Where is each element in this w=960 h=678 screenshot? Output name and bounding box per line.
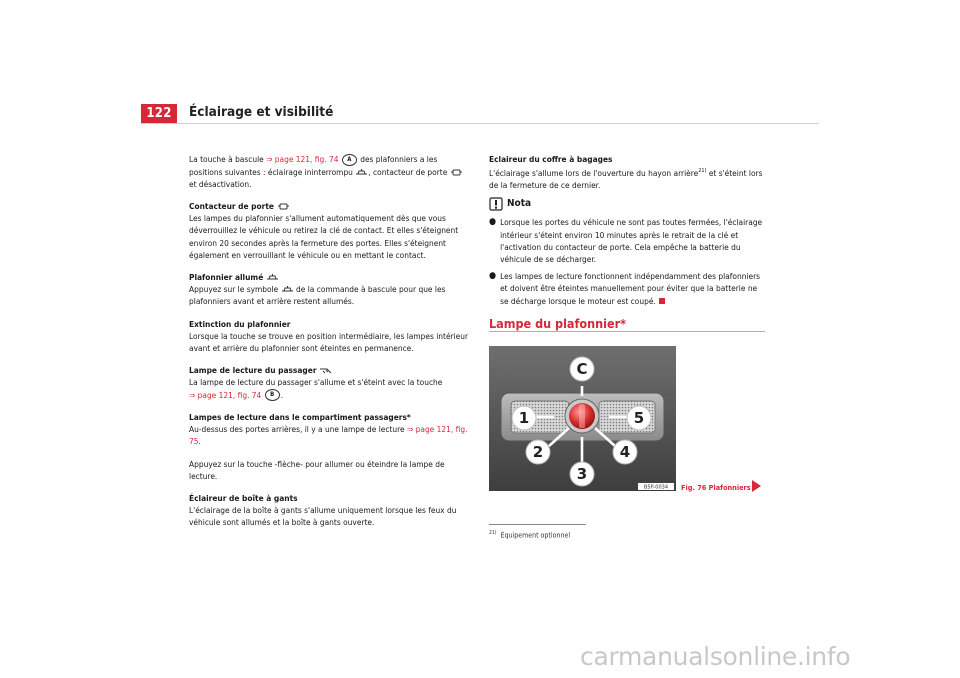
ceiling-lamp-icon: [281, 286, 294, 293]
ceiling-lamp-icon: [355, 169, 368, 176]
callout-1-label: 1: [518, 409, 530, 427]
arrow-key-paragraph: Appuyez sur la touche -flèche- pour allumer ou éteindre la lampe de lecture.: [189, 458, 445, 481]
callout-5-label: 5: [633, 409, 645, 427]
intro-page-link[interactable]: ⇒ page 121, fig. 74: [266, 154, 339, 164]
extinction-paragraph: [189, 318, 469, 355]
header-rule: [141, 123, 819, 124]
intro-text: La touche à bascule: [189, 154, 267, 164]
callout-c-label: C: [576, 360, 588, 378]
ceiling-on-heading: Plafonnier allumé: [189, 271, 469, 283]
passenger-lamps-heading: Lampes de lecture dans le compartiment passagers*: [189, 412, 411, 423]
section-rule: [489, 331, 765, 332]
note-bullet-2: ● Les lampes de lecture fonctionnent indépendamment des plafonniers et doivent être éteintes manuellement pour éviter que la batterie ne se décharge lorsque le moteur est coupé.: [489, 271, 761, 306]
extinction-heading: Extinction du plafonnier: [189, 318, 291, 329]
watermark: carmanualsonline.info: [580, 642, 851, 671]
footnote-rule: [489, 524, 586, 525]
trunk-paragraph: Eclaireur du coffre à bagages L'éclairage s'allume lors de l'ouverture du hayon arrière$^{21)}$ et s'éteint lors de la fermeture de ce dernier.: [489, 153, 767, 191]
ceiling-light-figure: [489, 346, 676, 491]
page-number: 122: [141, 104, 177, 123]
door-contact-icon: [277, 203, 290, 210]
reading-lamp-paragraph: Lampe de lecture du passager La lampe de lecture du passager s'allume et s'éteint avec la touche ⇒ page 121, fig. 74 B .: [189, 364, 469, 401]
intro-text-3: , contacteur de porte: [368, 166, 450, 177]
note-icon: [489, 197, 503, 211]
reading-lamp-heading: Lampe de lecture du passager: [189, 364, 469, 376]
reading-lamp-icon: [319, 367, 332, 374]
ceiling-on-text: Appuyez sur le symbole: [189, 284, 281, 295]
callout-b-icon: B: [265, 389, 280, 401]
door-contact-paragraph: [189, 200, 469, 261]
footnote: $^{21)}$ Équipement optionnel: [489, 530, 571, 540]
callout-4-label: 4: [619, 443, 631, 461]
extinction-text: Lorsque la touche se trouve en position intermédiaire, les lampes intérieur avant et arrière du plafonnier sont éteintes en permanence.: [189, 330, 469, 353]
note-bullet-1: ● Lorsque les portes du véhicule ne sont pas toutes fermées, l'éclairage intérieur s'éteint environ 10 minutes après le retrait de la clé et l'activation du contacteur de porte. Cela empêche la batterie du véhicule de se décharger.: [489, 217, 763, 264]
note-heading: Nota: [489, 197, 767, 211]
right-column: [489, 153, 767, 312]
figure-caption: Fig. 76 Plafonniers: [681, 483, 751, 492]
end-of-section-icon: [659, 298, 665, 304]
reading-lamp-text: La lampe de lecture du passager s'allume et s'éteint avec la touche: [189, 377, 443, 388]
figure-code: B5P-0034: [643, 484, 669, 491]
glovebox-text: L'éclairage de la boîte à gants s'allume uniquement lorsque les feux du véhicule sont allumés et la boîte à gants ouverte.: [189, 505, 457, 528]
callout-3-label: 3: [576, 465, 588, 483]
reading-page-link[interactable]: ⇒ page 121, fig. 74: [189, 389, 262, 400]
ceiling-on-text-2: de la commande à bascule pour que les plafonniers avant et arrière restent allumés.: [189, 284, 446, 307]
door-contact-icon: [450, 169, 463, 176]
door-contact-text: Les lampes du plafonnier s'allument automatiquement dès que vous déverrouillez le véhicule ou retirez la clé de contact. Et elles s'éteignent environ 20 secondes après la fermeture des portes. Elles s'éteignent également en verrouillant le véhicule ou en mettant le contact.: [189, 213, 459, 260]
intro-text-4: et désactivation.: [189, 178, 252, 189]
glovebox-paragraph: [189, 492, 469, 529]
passenger-page-link[interactable]: ⇒ page 121, fig. 75: [189, 424, 468, 447]
callout-a-icon: A: [342, 154, 357, 166]
intro-paragraph: [189, 153, 469, 190]
left-column: [189, 153, 469, 539]
glovebox-heading: Éclaireur de boîte à gants: [189, 493, 298, 504]
passenger-lamps-paragraph: Lampes de lecture dans le compartiment passagers* Au-dessus des portes arrières, il y a une lampe de lecture ⇒ page 121, fig. 75.: [189, 412, 468, 447]
ceiling-lamp-icon: [266, 274, 279, 281]
trunk-heading: Eclaireur du coffre à bagages: [489, 154, 613, 164]
section-title: Lampe du plafonnier*: [489, 316, 627, 331]
callout-2-label: 2: [532, 443, 544, 461]
footnote-ref: 21): [698, 168, 707, 175]
passenger-lamps-text: Au-dessus des portes arrières, il y a une lampe de lecture: [189, 424, 407, 435]
running-title: Éclairage et visibilité: [189, 104, 334, 120]
ceiling-on-paragraph: [189, 271, 469, 308]
door-contact-heading: Contacteur de porte: [189, 200, 469, 212]
next-page-arrow-icon[interactable]: [752, 480, 761, 492]
intro-text-2: des plafonniers a les positions suivantes : éclairage ininterrompu: [189, 154, 438, 177]
